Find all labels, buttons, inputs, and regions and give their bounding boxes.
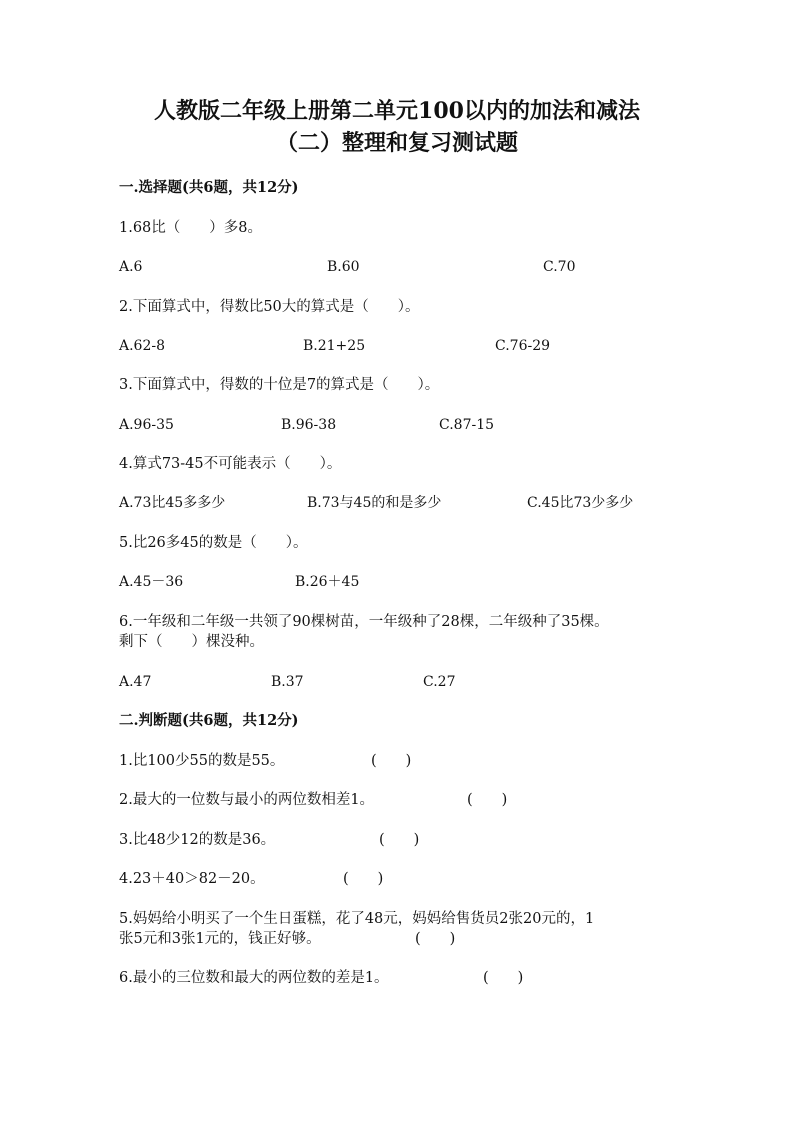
option-b: B.73与45的和是多少 (307, 495, 442, 511)
option-a: A.45－36 (119, 574, 184, 590)
option-c: C.76-29 (495, 338, 551, 354)
answer-blank: ( ) (415, 931, 456, 947)
option-c: C.45比73少多少 (527, 495, 634, 511)
question-text: 6.最小的三位数和最大的两位数的差是1。 (119, 970, 389, 986)
option-a: A.47 (119, 674, 152, 690)
option-c: C.70 (543, 259, 576, 275)
question-text: 2.最大的一位数与最小的两位数相差1。 (119, 792, 375, 808)
answer-blank: ( ) (483, 970, 524, 986)
question-text: 5.妈妈给小明买了一个生日蛋糕，花了48元，妈妈给售货员2张20元的，1 (119, 911, 595, 927)
option-a: A.73比45多多少 (119, 495, 226, 511)
option-b: B.26＋45 (295, 574, 360, 590)
question-text: 3.比48少12的数是36。 (119, 832, 276, 848)
question-text: 4.算式73-45不可能表示（ ）。 (119, 456, 342, 472)
option-a: A.96-35 (119, 417, 174, 433)
question-text: 4.23＋40＞82－20。 (119, 871, 265, 887)
section-heading-judge: 二.判断题(共6题，共12分) (119, 712, 299, 729)
answer-blank: ( ) (379, 832, 420, 848)
option-c: C.27 (423, 674, 456, 690)
question-text: 5.比26多45的数是（ ）。 (119, 535, 308, 551)
question-text: 1.比100少55的数是55。 (119, 753, 285, 769)
answer-blank: ( ) (371, 753, 412, 769)
option-a: A.6 (119, 259, 143, 275)
page-title-line1: 人教版二年级上册第二单元100以内的加法和减法 (154, 98, 640, 124)
answer-blank: ( ) (467, 792, 508, 808)
option-b: B.37 (271, 674, 304, 690)
option-b: B.60 (327, 259, 360, 275)
option-b: B.96-38 (281, 417, 337, 433)
option-b: B.21+25 (303, 338, 366, 354)
page-title-line2: （二）整理和复习测试题 (275, 130, 518, 156)
option-a: A.62-8 (119, 338, 166, 354)
section-heading-choice: 一.选择题(共6题，共12分) (119, 179, 299, 196)
answer-blank: ( ) (343, 871, 384, 887)
option-c: C.87-15 (439, 417, 495, 433)
question-text: 2.下面算式中，得数比50大的算式是（ ）。 (119, 299, 420, 315)
question-text: 6.一年级和二年级一共领了90棵树苗，一年级种了28棵，二年级种了35棵。 (119, 614, 609, 630)
question-text-continued: 剩下（ ）棵没种。 (119, 634, 264, 650)
question-text-continued: 张5元和3张1元的，钱正好够。 (119, 931, 321, 947)
question-text: 3.下面算式中，得数的十位是7的算式是（ ）。 (119, 377, 440, 393)
question-text: 1.68比（ ）多8。 (119, 220, 263, 236)
